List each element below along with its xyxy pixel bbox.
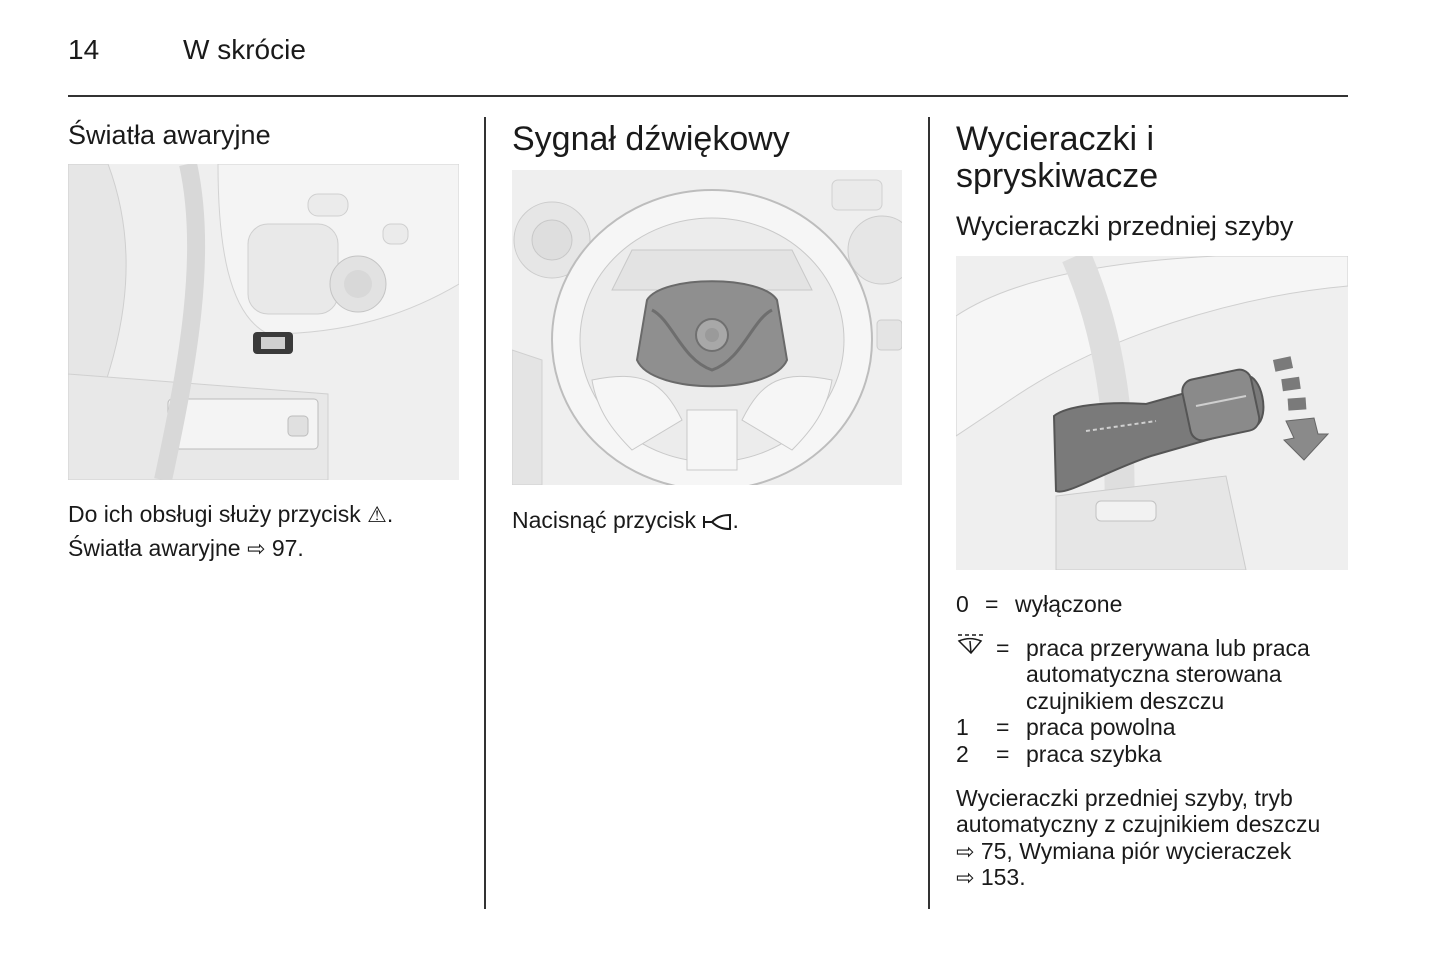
section-heading-hazard: Światła awaryjne	[68, 120, 271, 150]
legend-eq-1: =	[996, 635, 1010, 661]
page-number: 14	[68, 34, 100, 65]
legend-value-intermittent-3: czujnikiem deszczu	[1026, 688, 1225, 714]
wiper-para-line4	[956, 864, 1026, 892]
wiper-para-line3	[956, 838, 1291, 866]
column-divider-2	[928, 117, 930, 909]
wiper-stalk-figure	[956, 256, 1348, 570]
xref-arrow-icon: ⇨	[956, 865, 975, 890]
legend-eq-0: =	[985, 591, 999, 617]
hazard-description	[68, 497, 393, 532]
xref-arrow-icon: ⇨	[246, 536, 266, 561]
steering-wheel-illustration	[512, 170, 902, 485]
section-heading-horn: Sygnał dźwiękowy	[512, 120, 790, 158]
legend-value-fast: praca szybka	[1026, 741, 1162, 767]
hazard-xref-page: 97.	[271, 535, 304, 561]
section-heading-wipers-line1: Wycieraczki i	[956, 120, 1155, 158]
wiper-para-line4-text: 153.	[980, 864, 1026, 890]
header-title: W skrócie	[183, 34, 306, 65]
legend-value-intermittent-2: automatyczna sterowana	[1026, 661, 1282, 687]
horn-icon	[702, 506, 732, 540]
hazard-xref	[68, 531, 304, 566]
hazard-xref-label: Światła awaryjne	[68, 535, 241, 561]
wiper-stalk-illustration	[956, 256, 1348, 570]
wiper-para-line3-text: 75, Wymiana piór wycieraczek	[980, 838, 1292, 864]
legend-eq-3: =	[996, 741, 1010, 767]
horn-description	[512, 503, 739, 540]
legend-key-0: 0	[956, 591, 969, 617]
hazard-switch-figure	[68, 164, 459, 480]
legend-value-slow: praca powolna	[1026, 714, 1176, 740]
hazard-warning-icon: ⚠	[367, 502, 387, 527]
legend-key-1: 1	[956, 714, 969, 740]
horn-description-text: Nacisnąć przycisk	[512, 507, 697, 533]
header-rule	[68, 95, 1348, 97]
column-divider-1	[484, 117, 486, 909]
section-heading-wipers-line2: spryskiwacze	[956, 157, 1159, 195]
horn-description-end: .	[732, 507, 739, 533]
wiper-para-line2: automatyczny z czujnikiem deszczu	[956, 811, 1321, 837]
xref-arrow-icon: ⇨	[956, 839, 975, 864]
hazard-description-text: Do ich obsługi służy przycisk	[68, 501, 361, 527]
legend-key-2: 2	[956, 741, 969, 767]
steering-wheel-figure	[512, 170, 902, 485]
legend-value-intermittent-1: praca przerywana lub praca	[1026, 635, 1310, 661]
hazard-switch-illustration	[68, 164, 459, 480]
legend-eq-2: =	[996, 714, 1010, 740]
legend-value-off: wyłączone	[1015, 591, 1123, 617]
subheading-front-wipers: Wycieraczki przedniej szyby	[956, 211, 1294, 241]
hazard-description-end: .	[386, 501, 394, 527]
wiper-para-line1: Wycieraczki przedniej szyby, tryb	[956, 785, 1293, 811]
intermittent-wiper-icon	[956, 633, 984, 662]
